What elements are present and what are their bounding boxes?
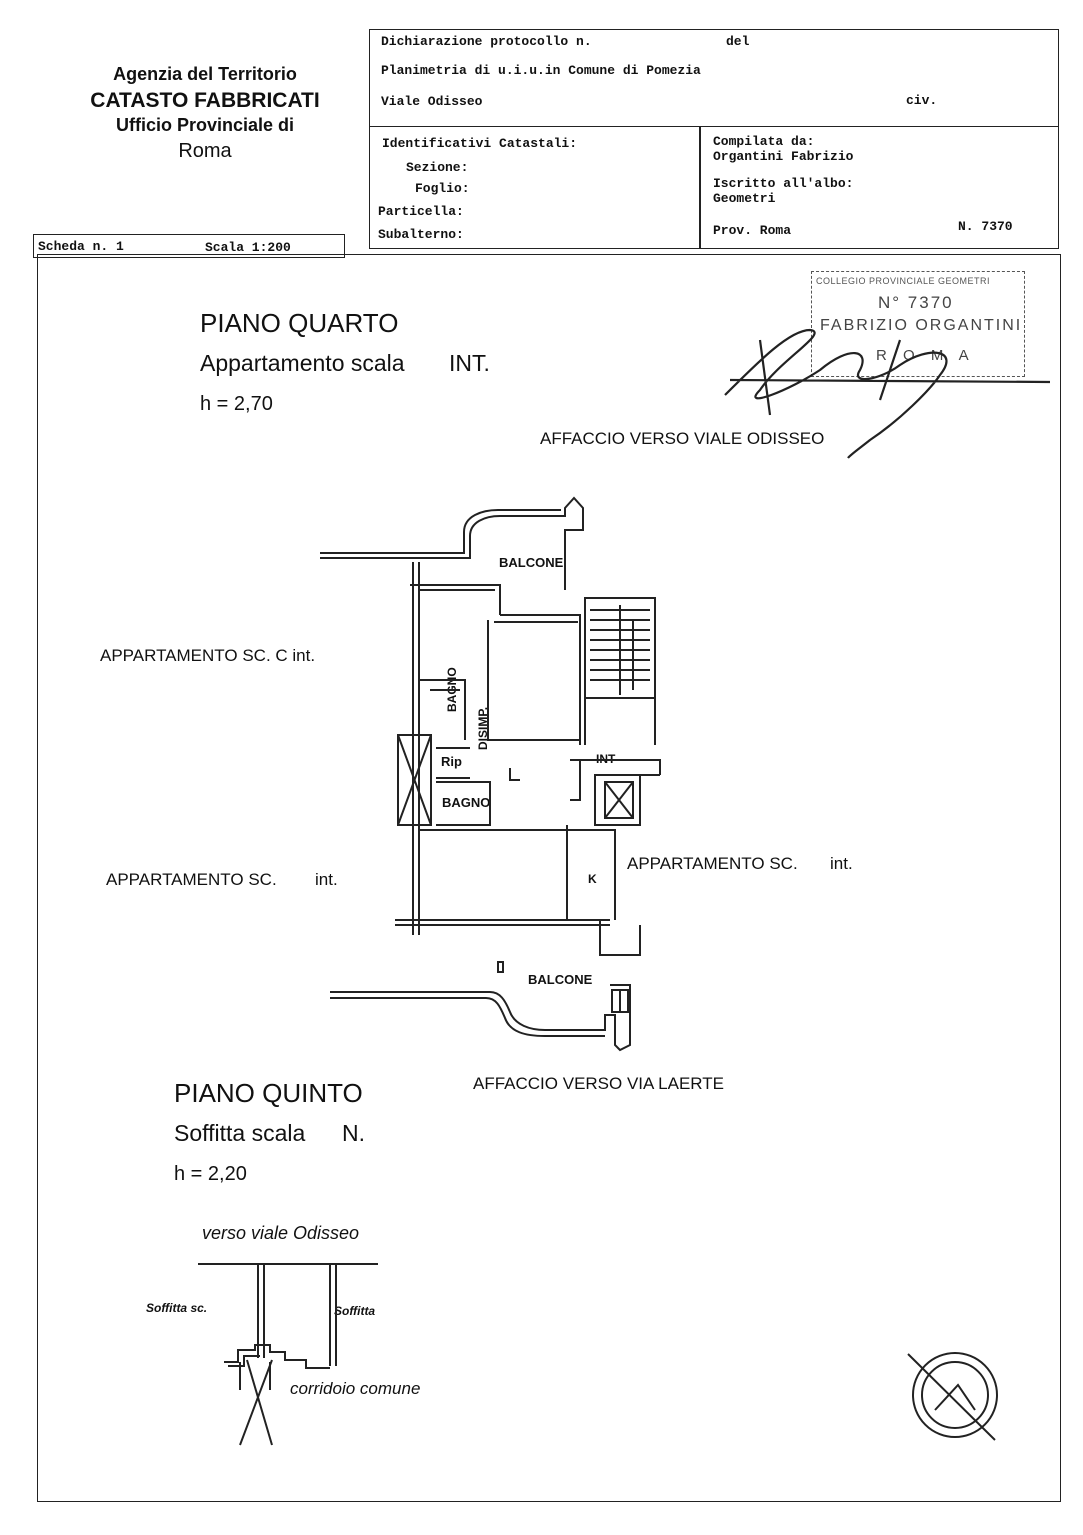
affaccio-odisseo: AFFACCIO VERSO VIALE ODISSEO (540, 429, 825, 448)
particella-label: Particella: (378, 204, 464, 219)
catasto-title: CATASTO FABBRICATI (90, 89, 320, 112)
piano-quinto-height: h = 2,20 (174, 1163, 247, 1185)
agency-name: Agenzia del Territorio (113, 64, 297, 84)
foglio-label: Foglio: (415, 181, 470, 196)
piano-quinto-title: PIANO QUINTO (174, 1078, 363, 1108)
compilatore-name: Organtini Fabrizio (713, 149, 854, 164)
albo-value: Geometri (713, 191, 776, 206)
compass-icon (913, 1353, 997, 1437)
compilata-label: Compilata da: (713, 134, 815, 149)
piano-quarto-title: PIANO QUARTO (200, 308, 399, 338)
bagno-2: BAGNO (442, 795, 491, 810)
balcone-bottom-outline (330, 985, 630, 1050)
soffitta-label: Soffitta (334, 1304, 376, 1318)
iscritto-label: Iscritto all'albo: (713, 176, 854, 191)
appartamento-left-int: int. (315, 870, 338, 889)
int-label: INT (596, 752, 616, 766)
stamp-city: R O M A (876, 347, 975, 364)
piano-quarto-height: h = 2,70 (200, 393, 273, 415)
dichiarazione-label: Dichiarazione protocollo n. (381, 34, 592, 49)
via-label: Viale Odisseo (381, 94, 483, 109)
disimpegno: DISIMP. (476, 706, 490, 750)
stamp-name: FABRIZIO ORGANTINI (820, 317, 1023, 334)
balcone-top: BALCONE (499, 555, 564, 570)
appartamento-left: APPARTAMENTO SC. (106, 870, 277, 889)
corridoio-comune: corridoio comune (290, 1379, 421, 1398)
ripostiglio: Rip (441, 754, 462, 769)
planimetria-label: Planimetria di u.i.u.in Comune di Pomezia (381, 63, 701, 78)
appartamento-c: APPARTAMENTO SC. C int. (100, 646, 316, 665)
affaccio-laerte: AFFACCIO VERSO VIA LAERTE (473, 1074, 724, 1093)
appartamento-right-int: int. (830, 854, 853, 873)
piano-quinto-subtitle: Soffitta scala (174, 1120, 306, 1146)
prov-label: Prov. Roma (713, 223, 792, 238)
subalterno-label: Subalterno: (378, 227, 464, 242)
albo-number: N. 7370 (958, 219, 1013, 234)
piano-quarto-int: INT. (449, 350, 490, 376)
soffitta-sc: Soffitta sc. (146, 1301, 208, 1315)
scheda-number: Scheda n. 1 (38, 239, 124, 254)
balcone-top-outline (320, 498, 583, 590)
ufficio-city: Roma (178, 140, 232, 162)
appartamento-right: APPARTAMENTO SC. (627, 854, 798, 873)
piano-quarto-subtitle: Appartamento scala (200, 350, 405, 376)
del-label: del (726, 34, 750, 49)
identificativi-label: Identificativi Catastali: (382, 136, 578, 151)
bagno-1: BAGNO (445, 667, 459, 712)
piano-quinto-n: N. (342, 1120, 365, 1146)
stamp-number: N° 7370 (878, 293, 954, 312)
stamp-top: COLLEGIO PROVINCIALE GEOMETRI (816, 276, 991, 286)
verso-odisseo: verso viale Odisseo (202, 1223, 360, 1243)
soffitta-plan (198, 1264, 378, 1366)
civ-label: civ. (906, 93, 938, 108)
outer-wall (413, 562, 419, 935)
kitchen-label: K (588, 872, 597, 886)
sezione-label: Sezione: (406, 160, 469, 175)
signature (725, 330, 1050, 458)
balcone-bottom: BALCONE (528, 972, 593, 987)
ufficio-label: Ufficio Provinciale di (115, 115, 295, 135)
scala-label: Scala 1:200 (205, 240, 291, 255)
